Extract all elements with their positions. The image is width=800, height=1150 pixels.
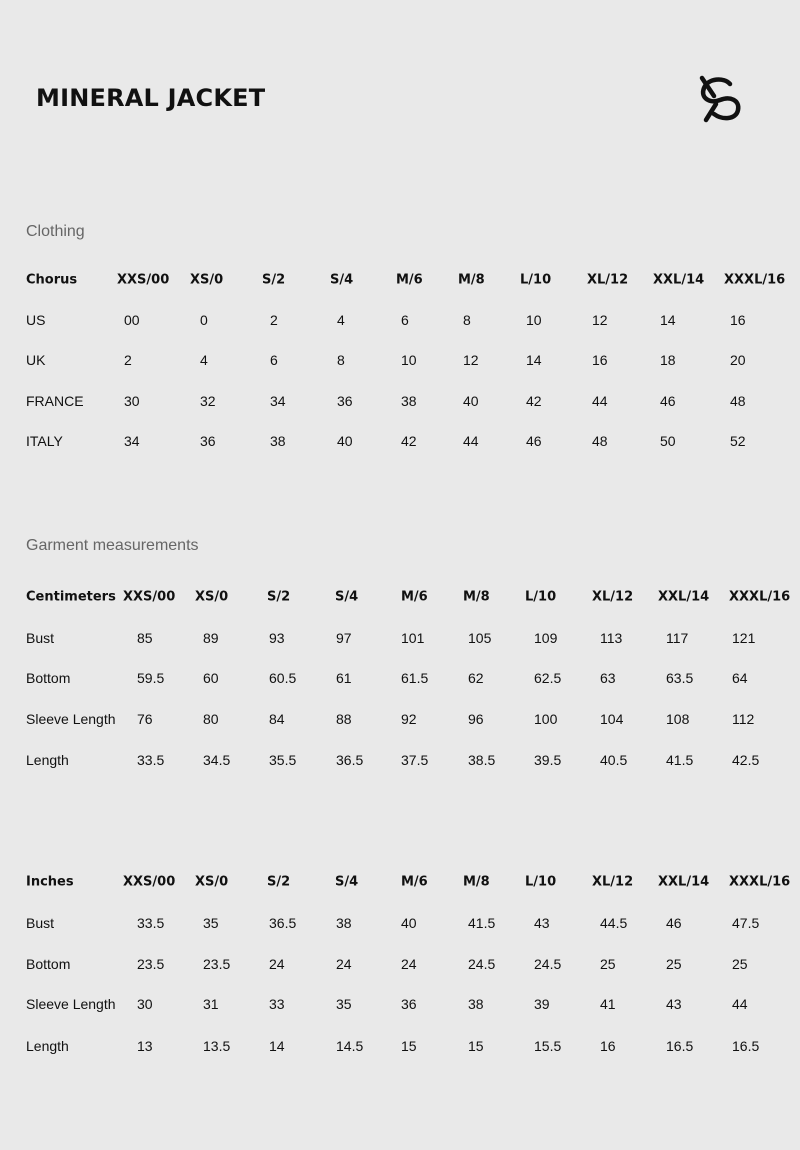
clothing-cell: 38: [401, 393, 417, 409]
clothing-cell: 16: [592, 352, 608, 368]
centimeters-cell: 36.5: [336, 752, 364, 768]
clothing-row-label: FRANCE: [26, 393, 84, 409]
centimeters-cell: 97: [336, 630, 352, 646]
inches-cell: 24: [336, 956, 352, 972]
centimeters-cell: 40.5: [600, 752, 628, 768]
inches-size-header: S/2: [267, 874, 291, 890]
inches-cell: 24: [269, 956, 285, 972]
clothing-cell: 48: [730, 393, 746, 409]
clothing-cell: 46: [660, 393, 676, 409]
inches-row-label: Sleeve Length: [26, 996, 116, 1012]
centimeters-cell: 121: [732, 630, 756, 646]
centimeters-cell: 62.5: [534, 670, 562, 686]
centimeters-cell: 41.5: [666, 752, 694, 768]
centimeters-cell: 63.5: [666, 670, 694, 686]
clothing-cell: 32: [200, 393, 216, 409]
clothing-row-label: US: [26, 312, 46, 328]
centimeters-size-header: XL/12: [592, 589, 634, 605]
inches-size-header: S/4: [335, 874, 359, 890]
centimeters-cell: 88: [336, 711, 352, 727]
inches-cell: 33.5: [137, 915, 165, 931]
clothing-cell: 0: [200, 312, 208, 328]
clothing-cell: 18: [660, 352, 676, 368]
inches-cell: 14: [269, 1038, 285, 1054]
clothing-row-label: UK: [26, 352, 46, 368]
inches-row-label: Bust: [26, 915, 55, 931]
centimeters-cell: 84: [269, 711, 285, 727]
centimeters-cell: 60: [203, 670, 219, 686]
centimeters-size-header: S/4: [335, 589, 359, 605]
centimeters-cell: 108: [666, 711, 690, 727]
clothing-cell: 34: [270, 393, 286, 409]
clothing-size-header: XXL/14: [653, 272, 705, 288]
inches-cell: 25: [666, 956, 682, 972]
inches-cell: 24: [401, 956, 417, 972]
centimeters-row-label: Length: [26, 752, 69, 768]
inches-size-header: M/8: [463, 874, 490, 890]
centimeters-cell: 101: [401, 630, 425, 646]
inches-cell: 41: [600, 996, 616, 1012]
centimeters-cell: 42.5: [732, 752, 760, 768]
clothing-cell: 12: [592, 312, 608, 328]
clothing-cell: 00: [124, 312, 140, 328]
clothing-cell: 2: [270, 312, 278, 328]
clothing-cell: 52: [730, 433, 746, 449]
garment-measurements-heading: Garment measurements: [26, 537, 199, 554]
clothing-cell: 46: [526, 433, 542, 449]
inches-cell: 33: [269, 996, 285, 1012]
centimeters-cell: 96: [468, 711, 484, 727]
clothing-size-header: S/2: [262, 272, 286, 288]
clothing-cell: 50: [660, 433, 676, 449]
inches-cell: 24.5: [534, 956, 562, 972]
inches-size-header: XL/12: [592, 874, 634, 890]
centimeters-cell: 76: [137, 711, 153, 727]
page-title: MINERAL JACKET: [36, 84, 266, 112]
inches-size-header: XXS/00: [123, 874, 176, 890]
centimeters-row-label: Bottom: [26, 670, 71, 686]
clothing-size-header: XL/12: [587, 272, 629, 288]
inches-cell: 38: [468, 996, 484, 1012]
clothing-cell: 44: [592, 393, 608, 409]
clothing-row-label: ITALY: [26, 433, 63, 449]
clothing-cell: 42: [526, 393, 542, 409]
inches-cell: 23.5: [137, 956, 165, 972]
clothing-cell: 8: [337, 352, 345, 368]
clothing-cell: 10: [526, 312, 542, 328]
clothing-cell: 14: [526, 352, 542, 368]
centimeters-cell: 34.5: [203, 752, 231, 768]
clothing-cell: 10: [401, 352, 417, 368]
inches-cell: 40: [401, 915, 417, 931]
clothing-cell: 48: [592, 433, 608, 449]
inches-cell: 44.5: [600, 915, 628, 931]
inches-cell: 44: [732, 996, 748, 1012]
inches-cell: 14.5: [336, 1038, 364, 1054]
inches-size-header: L/10: [525, 874, 557, 890]
centimeters-cell: 64: [732, 670, 748, 686]
inches-cell: 41.5: [468, 915, 496, 931]
clothing-cell: 6: [401, 312, 409, 328]
centimeters-cell: 113: [600, 630, 623, 646]
clothing-cell: 14: [660, 312, 676, 328]
inches-cell: 31: [203, 996, 219, 1012]
centimeters-size-header: XXS/00: [123, 589, 176, 605]
clothing-size-header: S/4: [330, 272, 354, 288]
clothing-size-header: L/10: [520, 272, 552, 288]
clothing-cell: 4: [200, 352, 208, 368]
clothing-cell: 12: [463, 352, 479, 368]
clothing-cell: 42: [401, 433, 417, 449]
clothing-cell: 2: [124, 352, 132, 368]
centimeters-cell: 61: [336, 670, 352, 686]
centimeters-cell: 39.5: [534, 752, 562, 768]
centimeters-cell: 100: [534, 711, 558, 727]
inches-cell: 23.5: [203, 956, 231, 972]
cg-monogram-logo-icon: [696, 74, 744, 124]
centimeters-size-header: L/10: [525, 589, 557, 605]
clothing-size-header: M/6: [396, 272, 423, 288]
clothing-corner-label: Chorus: [26, 272, 78, 288]
clothing-cell: 40: [337, 433, 353, 449]
inches-cell: 25: [732, 956, 748, 972]
clothing-cell: 6: [270, 352, 278, 368]
centimeters-cell: 80: [203, 711, 219, 727]
centimeters-cell: 109: [534, 630, 558, 646]
inches-cell: 24.5: [468, 956, 496, 972]
clothing-cell: 16: [730, 312, 746, 328]
inches-size-header: XXL/14: [658, 874, 710, 890]
inches-corner-label: Inches: [26, 874, 74, 890]
inches-cell: 35: [336, 996, 352, 1012]
clothing-size-header: XXXL/16: [724, 272, 786, 288]
inches-cell: 36.5: [269, 915, 297, 931]
inches-cell: 38: [336, 915, 352, 931]
clothing-size-header: XS/0: [190, 272, 224, 288]
centimeters-row-label: Sleeve Length: [26, 711, 116, 727]
centimeters-cell: 93: [269, 630, 285, 646]
inches-size-header: XXXL/16: [729, 874, 791, 890]
centimeters-cell: 60.5: [269, 670, 297, 686]
inches-size-header: XS/0: [195, 874, 229, 890]
clothing-cell: 30: [124, 393, 140, 409]
inches-cell: 35: [203, 915, 219, 931]
centimeters-size-header: XXXL/16: [729, 589, 791, 605]
inches-row-label: Length: [26, 1038, 69, 1054]
inches-cell: 47.5: [732, 915, 760, 931]
inches-cell: 16.5: [666, 1038, 694, 1054]
inches-cell: 16: [600, 1038, 616, 1054]
centimeters-corner-label: Centimeters: [26, 589, 116, 605]
clothing-cell: 4: [337, 312, 345, 328]
centimeters-cell: 85: [137, 630, 153, 646]
centimeters-cell: 117: [666, 630, 689, 646]
inches-size-header: M/6: [401, 874, 428, 890]
clothing-heading: Clothing: [26, 223, 85, 240]
centimeters-cell: 33.5: [137, 752, 165, 768]
centimeters-size-header: XS/0: [195, 589, 229, 605]
clothing-cell: 20: [730, 352, 746, 368]
centimeters-cell: 38.5: [468, 752, 496, 768]
centimeters-cell: 61.5: [401, 670, 429, 686]
clothing-cell: 36: [337, 393, 353, 409]
clothing-cell: 8: [463, 312, 471, 328]
inches-cell: 43: [666, 996, 682, 1012]
centimeters-cell: 105: [468, 630, 492, 646]
centimeters-cell: 92: [401, 711, 417, 727]
inches-cell: 13: [137, 1038, 153, 1054]
centimeters-size-header: M/6: [401, 589, 428, 605]
clothing-cell: 38: [270, 433, 286, 449]
centimeters-cell: 104: [600, 711, 624, 727]
centimeters-cell: 35.5: [269, 752, 297, 768]
centimeters-row-label: Bust: [26, 630, 55, 646]
centimeters-cell: 59.5: [137, 670, 165, 686]
inches-cell: 39: [534, 996, 550, 1012]
centimeters-size-header: S/2: [267, 589, 291, 605]
centimeters-size-header: XXL/14: [658, 589, 710, 605]
inches-cell: 30: [137, 996, 153, 1012]
centimeters-cell: 37.5: [401, 752, 429, 768]
centimeters-cell: 89: [203, 630, 219, 646]
centimeters-cell: 112: [732, 711, 755, 727]
centimeters-size-header: M/8: [463, 589, 490, 605]
centimeters-cell: 62: [468, 670, 484, 686]
inches-cell: 46: [666, 915, 682, 931]
inches-cell: 15: [401, 1038, 417, 1054]
inches-cell: 25: [600, 956, 616, 972]
inches-cell: 15.5: [534, 1038, 562, 1054]
clothing-size-header: XXS/00: [117, 272, 170, 288]
inches-cell: 16.5: [732, 1038, 760, 1054]
inches-cell: 43: [534, 915, 550, 931]
clothing-size-header: M/8: [458, 272, 485, 288]
centimeters-cell: 63: [600, 670, 616, 686]
clothing-cell: 36: [200, 433, 216, 449]
clothing-cell: 44: [463, 433, 479, 449]
inches-row-label: Bottom: [26, 956, 71, 972]
inches-cell: 15: [468, 1038, 484, 1054]
inches-cell: 36: [401, 996, 417, 1012]
clothing-cell: 34: [124, 433, 140, 449]
clothing-cell: 40: [463, 393, 479, 409]
inches-cell: 13.5: [203, 1038, 231, 1054]
